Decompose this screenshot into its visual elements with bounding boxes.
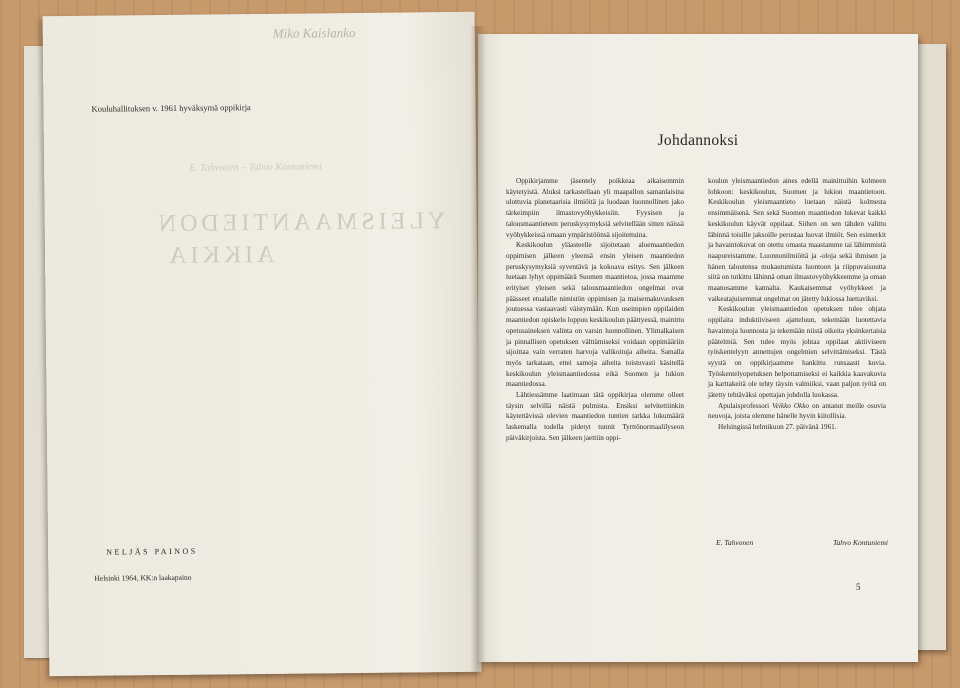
author-name: E. Tahvonen [716, 538, 754, 547]
printer-imprint: Helsinki 1964, KK:n laakapaino [94, 572, 192, 583]
acknowledgement-text: Apulaisprofessori [718, 401, 770, 410]
show-through-title-line1: YLEISMAANTIEDON [154, 208, 446, 238]
paragraph: Lähtiessämme laatimaan tätä oppikirjaa olemme olleet täysin selvillä näistä pulmista. Ensiksi selvitettiinkin käytettävissä olevien maantiedon tuntien tarkka lukumäärä laskemalla todella pidetyt tunnit Tyrttönormaalilyseon päiväkirjoista. Sen jälkeen jaettiin oppi- [506, 391, 684, 442]
signature-line [708, 538, 888, 547]
text-column-left [506, 176, 684, 444]
edition-label: NELJÄS PAINOS [106, 546, 198, 557]
paragraph: Keskikoulun yleismaantiedon opetuksen tulee ohjata oppilaita induktiiviseen ajatteluun, tekemään luotettavia havaintoja luonnosta ja tekemään niistä oikeita yksinkertaisia päätelmiä. Sen tulee myös johtaa oppilaat aktiiviseen työskentelyyn annettujen ongelmien selvittämiseksi. Tästä syystä on oppikirjaamme hankittu runsaasti kuvia. Työskentelyopetuksen helpottamiseksi ei kaikkia kaavakuvia ja karttakeitä ole tehty täysin valmiiksi, vaan paljon työtä on jätetty tehtäväksi opettajan johdolla luokassa. [708, 305, 886, 400]
left-page [43, 12, 482, 676]
show-through-authors: E. Tahvonen – Tahvo Kontuniemi [189, 161, 323, 174]
book-gutter [470, 26, 486, 672]
place-date: Helsingissä helmikuun 27. päivänä 1961. [718, 423, 837, 432]
acknowledged-person: Veikko Okko [772, 401, 809, 410]
approval-note: Kouluhallituksen v. 1961 hyväksymä oppikirja [91, 102, 251, 114]
acknowledgement-text: on antanut meille osuvia neuvoja, joista olemme hänelle hyvin kiitollisia. [708, 401, 886, 421]
show-through-title-line2: AIKKIA [164, 241, 275, 270]
right-page [478, 34, 918, 662]
text-column-right [708, 176, 886, 433]
author-name: Tahvo Kontuniemi [833, 538, 888, 547]
margin-scribble: Miko Kaislanko [272, 25, 356, 41]
paragraph: Oppikirjamme jäsentely poikkeaa aikaisemmin käytetyistä. Aluksi tarkastellaan yli maapallon samanlaisina ulottuvia planetaarisia ilmiöitä ja luodaan luonnollinen jako tärkeimpiin ilmastovyöhykkeisiin. Fyysisen ja talousmaantieteen peruskysymyksiä selvitellään sitten näissä vyöhykkeissä omaan ympäristöönsä sijoitettuina. [506, 177, 684, 239]
paragraph: koulun yleismaantiedon aines edellä mainittuihin kolmeen lohkoon: keskikoulun, Suomen ja lukion maantietoon. Keskikoulun yleismaantieto luetaan näistä kolmesta ensimmäisenä. Sen sekä Suomen maantiedon lukevat kaikki keskikoulun käyvät oppilaat. Siihen on sen tähden valittu lähinnä toisille jaksoille perustaa luovat ilmiöt. Sen esimerkit ja havaintokuvat on otettu omasta maastamme tai lähimmistä naapureistamme. Luonnonilmiöitä ja -oloja sekä ihmisen ja hänen taloutensa mukautumista luontoon ja riippuvaisuutta siitä on tutkittu lähinnä oman ilmastovyöhykkeemme ja oman maanosamme kannalta. Kaukaisemmat vyöhykkeet ja vaikeatajuisemmat ongelmat on jätetty lukiossa luettaviksi. [708, 177, 886, 303]
page-number: 5 [856, 582, 861, 592]
page-heading: Johdannoksi [657, 132, 739, 149]
paragraph: Keskikoulun yläasteelle sijoitetaan aluemaantiedon oppimisen jälkeen yleensä ensin yleisen maantiedon peruskysymyksiä syventävä ja kokoava esitys. Sen jälkeen luetaan lyhyt oppimäärä Suomen maantietoa, jossa maamme erityiset yleisen sekä talousmaantiedon ongelmat ovat päässeet etualalle nimistön oppimisen ja maisemakuvauksen joutuessa vastaavasti väistymään. Kun useimpien oppilaiden maantiedon opiskelu loppuu keskikoulun päättyessä, mainittu opetusaineksen valinta on varsin luonnollinen. Ylimalkaisen ja pinnallisen opetuksen välttämiseksi voidaan oppimääriin sijoittaa vain verraten harvoja valikoituja aiheita. Samalla myös tarkataan, ettei samoja aiheita toistuvasti käsitellä keskikoulun yleismaantiedossa eikä Suomen ja lukion maantiedossa. [506, 241, 684, 389]
acknowledgement-paragraph [708, 401, 886, 422]
